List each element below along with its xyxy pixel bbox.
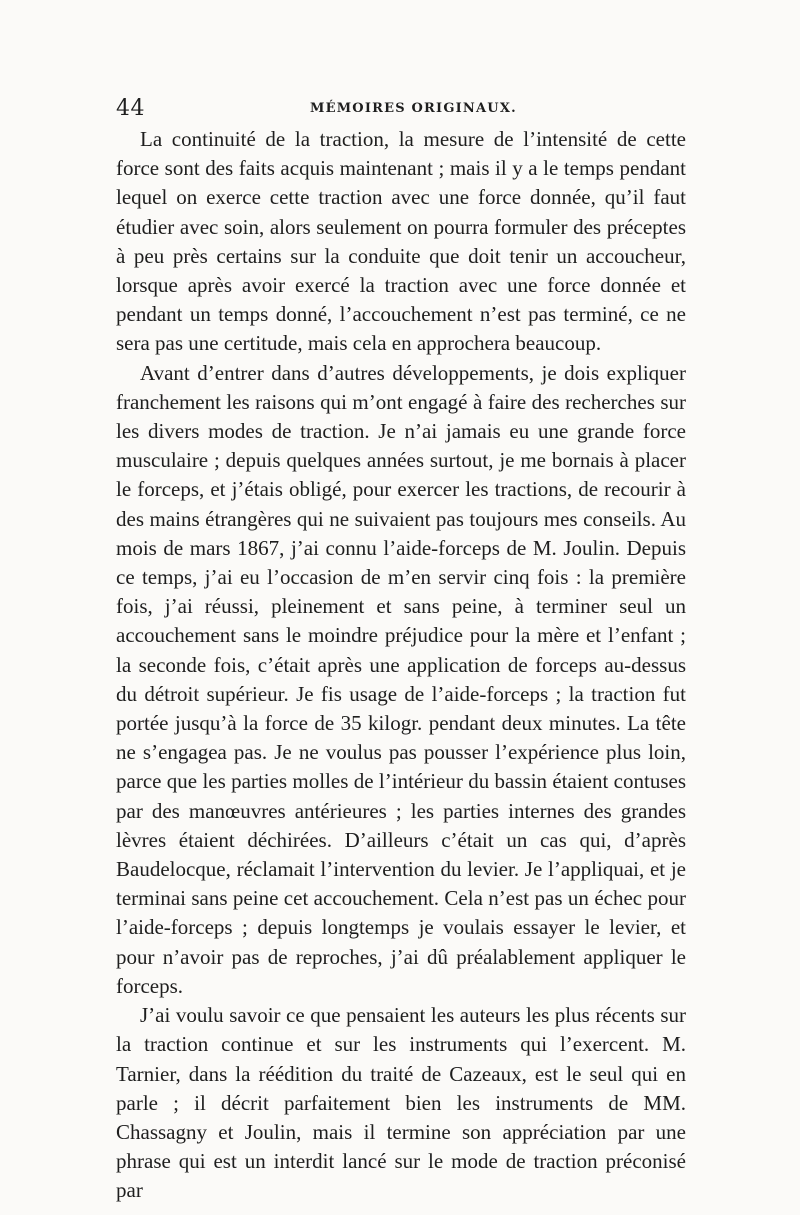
paragraph-recent-authors: J’ai voulu savoir ce que pensaient les auteurs les plus récents sur la traction continue et sur les instruments qui l’exercent. M. Tarnier, dans la réédition du traité de Cazeaux, est le seul qui en parle ; il décrit parfaitement bien les instruments de MM. Chassagny et Joulin, mais il termine son appréciation par une phrase qui est un interdit lancé sur le mode de traction préconisé par <box>116 1003 686 1203</box>
running-head: MÉMOIRES ORIGINAUX. <box>310 101 517 116</box>
paragraph-traction-duration: La continuité de la traction, la mesure de l’intensité de cette force sont des faits acquis maintenant ; mais il y a le temps pendant lequel on exerce cette traction avec une force donnée, qu’il faut étudier avec soin, alors seulement on pourra formuler des préceptes à peu près certains sur la conduite que doit tenir un accoucheur, lorsque après avoir exercé la traction avec une force donnée et pendant un temps donné, l’accouchement n’est pas terminé, ce ne sera pas une certitude, mais cela en approchera beaucoup. <box>116 127 686 356</box>
page-header <box>116 96 686 122</box>
paragraph-author-reasons: Avant d’entrer dans d’autres développements, je dois expliquer franchement les raisons qui m’ont engagé à faire des recherches sur les divers modes de traction. Je n’ai jamais eu une grande force musculaire ; depuis quelques années surtout, je me bornais à placer le forceps, et j’étais obligé, pour exercer les tractions, de recourir à des mains étrangères qui ne suivaient pas toujours mes conseils. Au mois de mars 1867, j’ai connu l’aide-forceps de M. Joulin. Depuis ce temps, j’ai eu l’occasion de m’en servir cinq fois : la première fois, j’ai réussi, pleinement et sans peine, à terminer seul un accouchement sans le moindre préjudice pour la mère et l’enfant ; la seconde fois, c’était après une application de forceps au-dessus du détroit supérieur. Je fis usage de l’aide-forceps ; la traction fut portée jusqu’à la force de 35 kilogr. pendant deux minutes. La tête ne s’engagea pas. Je ne voulus pas pousser l’expérience plus loin, parce que les parties molles de l’intérieur du bassin étaient contuses par des manœuvres antérieures ; les parties internes des grandes lèvres étaient déchirées. D’ailleurs c’était un cas qui, d’après Baudelocque, réclamait l’intervention du levier. Je l’appliquai, et je terminai sans peine cet accouchement. Cela n’est pas un échec pour l’aide-forceps ; depuis longtemps je voulais essayer le levier, et pour n’avoir pas de reproches, j’ai dû préalablement appliquer le forceps. <box>116 360 686 998</box>
body-text <box>116 125 686 1206</box>
page-number: 44 <box>116 96 145 121</box>
